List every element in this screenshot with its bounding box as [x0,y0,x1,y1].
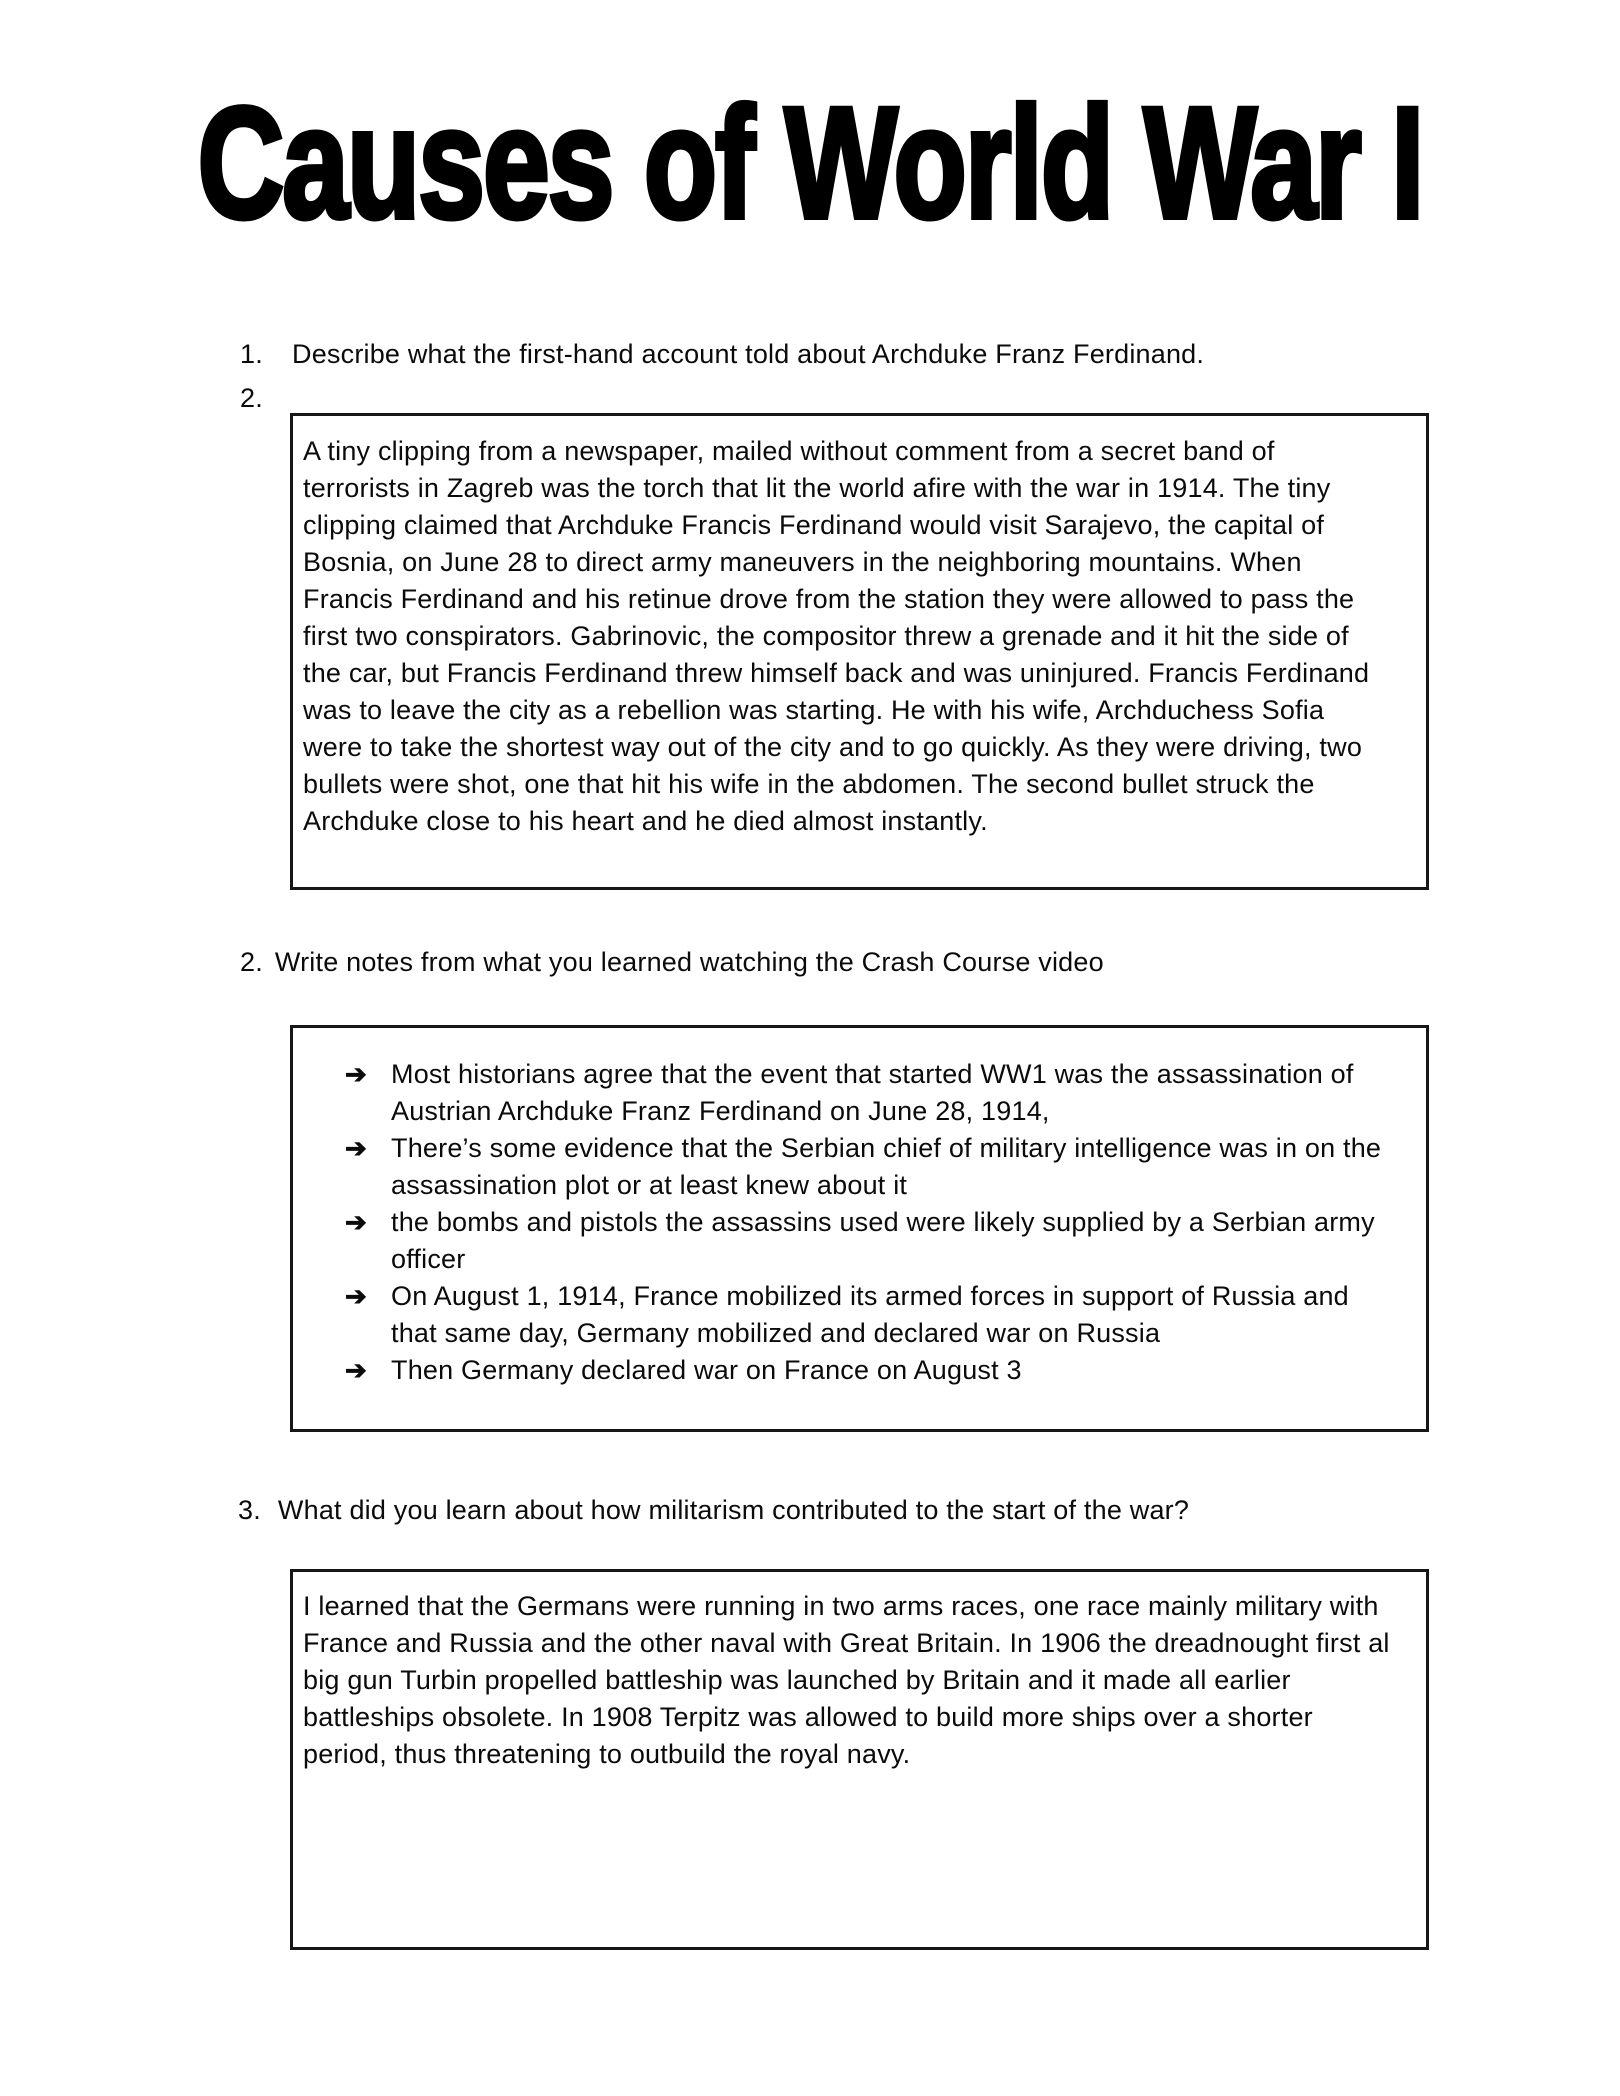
note-bullet-text: the bombs and pistols the assassins used were likely supplied by a Serbian army officer [391,1207,1375,1274]
note-bullet [293,1278,1406,1352]
note-bullet-text: On August 1, 1914, France mobilized its armed forces in support of Russia and that same day, Germany mobilized and declared war on Russia [391,1281,1349,1348]
question-1 [240,336,1204,373]
note-bullet-text: Most historians agree that the event that started WW1 was the assassination of Austrian Archduke Franz Ferdinand on June 28, 1914, [391,1059,1354,1126]
question-2-label: Write notes from what you learned watching the Crash Course video [274,947,1104,977]
arrow-bullet-icon: ➔ [345,1059,367,1089]
question-2 [240,944,1104,981]
arrow-bullet-icon: ➔ [345,1133,367,1163]
note-bullet-text: There’s some evidence that the Serbian chief of military intelligence was in on the assassination plot or at least knew about it [391,1133,1382,1200]
note-bullet [293,1056,1406,1130]
answer-box-1[interactable] [290,413,1429,890]
question-3-number: 3. [238,1495,261,1525]
answer-box-3[interactable] [290,1569,1429,1950]
arrow-bullet-icon: ➔ [345,1355,367,1385]
stray-list-number: 2. [240,383,263,413]
question-3 [238,1492,1189,1529]
question-2-number: 2. [240,947,263,977]
answer-box-2[interactable] [290,1025,1429,1432]
arrow-bullet-icon: ➔ [345,1281,367,1311]
notes-list [293,1056,1406,1389]
question-1-label: Describe what the first-hand account told about Archduke Franz Ferdinand. [292,339,1205,369]
question-3-label: What did you learn about how militarism contributed to the start of the war? [277,1495,1190,1525]
page-title-text: Causes of World War I [197,74,1423,252]
note-bullet [293,1204,1406,1278]
question-1-number: 1. [240,339,263,369]
arrow-bullet-icon: ➔ [345,1207,367,1237]
question-1-stray-number [240,380,263,417]
note-bullet-text: Then Germany declared war on France on August 3 [391,1355,1022,1385]
page-title [0,74,1620,252]
note-bullet [293,1352,1406,1389]
answer-1-text: A tiny clipping from a newspaper, mailed without comment from a secret band of terrorists in Zagreb was the torch that lit the world afire with the war in 1914. The tiny clipping claimed that Archduke Francis Ferdinand would visit Sarajevo, the capital of Bosnia, on June 28 to direct army maneuvers in the neighboring mountains. When Francis Ferdinand and his retinue drove from the station they were allowed to pass the first two conspirators. Gabrinovic, the compositor threw a grenade and it hit the side of the car, but Francis Ferdinand threw himself back and was uninjured. Francis Ferdinand was to leave the city as a rebellion was starting. He with his wife, Archduchess Sofia were to take the shortest way out of the city and to go quickly. As they were driving, two bullets were shot, one that hit his wife in the abdomen. The second bullet struck the Archduke close to his heart and he died almost instantly. [303,436,1370,836]
answer-3-text: I learned that the Germans were running in two arms races, one race mainly military with France and Russia and the other naval with Great Britain. In 1906 the dreadnought first al big gun Turbin propelled battleship was launched by Britain and it made all earlier battleships obsolete. In 1908 Terpitz was allowed to build more ships over a shorter period, thus threatening to outbuild the royal navy. [303,1591,1390,1769]
note-bullet [293,1130,1406,1204]
